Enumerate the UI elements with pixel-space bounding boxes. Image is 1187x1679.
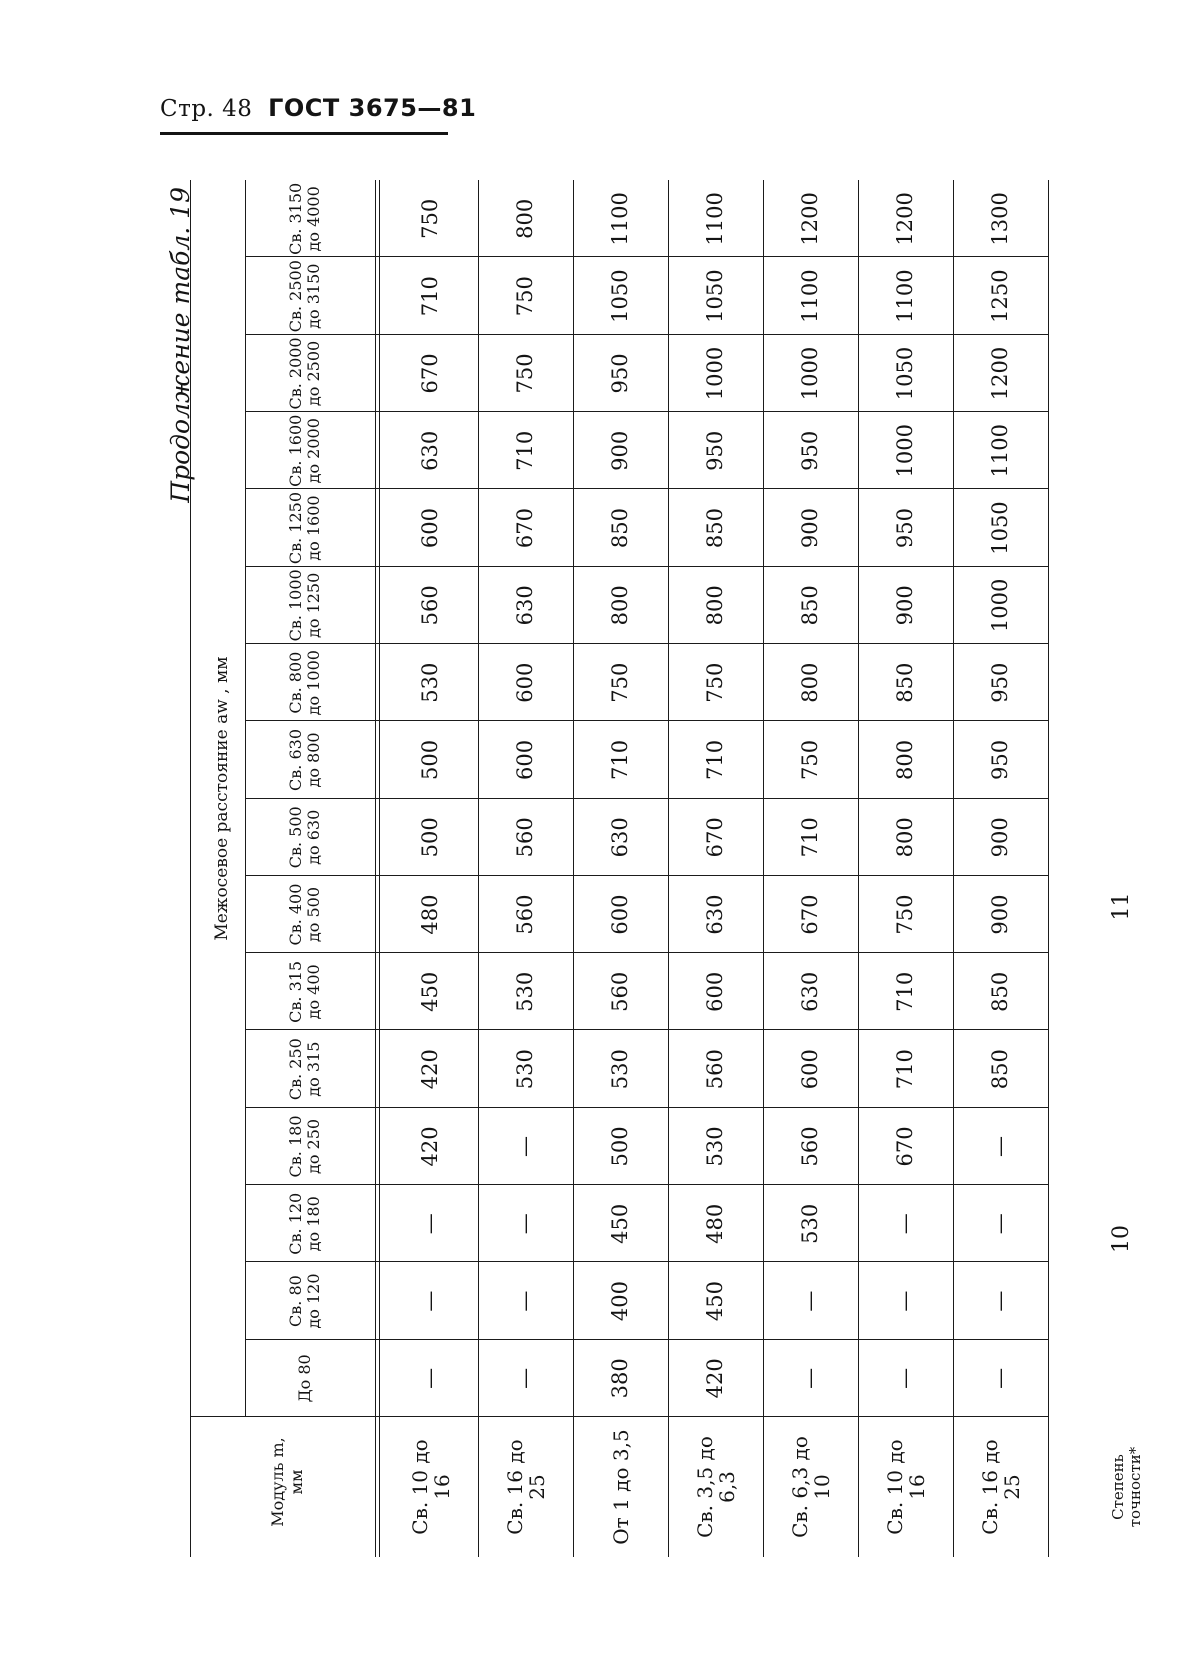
table-cell: 710	[703, 739, 728, 781]
group-header: Межосевое расстояние aw , мм	[211, 656, 232, 941]
table-cell: 850	[988, 971, 1013, 1012]
table-cell: 600	[798, 1049, 823, 1090]
table-cell: 950	[798, 430, 823, 471]
column-rule	[245, 1184, 1048, 1185]
table-cell: 850	[988, 1049, 1013, 1090]
column-rule	[245, 1339, 1048, 1340]
column-header: До 80	[294, 1354, 314, 1403]
table-cell: 950	[703, 430, 728, 471]
column-rule	[245, 1030, 1048, 1031]
table-cell: 1300	[988, 192, 1013, 246]
module-column-rule	[190, 1416, 1048, 1417]
table-cell: 1100	[608, 192, 633, 246]
table-cell: 710	[893, 1049, 918, 1090]
row-divider	[478, 180, 479, 1557]
table-cell: —	[418, 1290, 443, 1312]
table-cell: 1050	[988, 501, 1013, 555]
table-cell: 420	[418, 1126, 443, 1167]
table-cell: 800	[798, 662, 823, 703]
table-cell: —	[988, 1135, 1013, 1157]
table-cell: 1000	[798, 346, 823, 401]
row-module: Св. 16 до 25	[977, 1439, 1024, 1535]
table-cell: 380	[608, 1358, 633, 1399]
table-cell: 750	[608, 662, 633, 703]
table-cell: 1050	[893, 346, 918, 401]
table-cell: 530	[418, 662, 443, 703]
table-cell: 450	[608, 1203, 633, 1244]
column-header: Св. 1600 до 2000	[285, 414, 323, 487]
table-cell: 630	[608, 817, 633, 858]
table-cell: 1000	[893, 424, 918, 478]
table-cell: 630	[418, 430, 443, 471]
table-cell: 670	[703, 817, 728, 858]
table-cell: 530	[513, 1049, 538, 1090]
table-cell: 750	[513, 276, 538, 317]
table-cell: 600	[418, 508, 443, 549]
column-header: Св. 80 до 120	[285, 1273, 323, 1329]
table-cell: 400	[608, 1281, 633, 1322]
column-header: Св. 2500 до 3150	[285, 260, 323, 333]
table-cell: 850	[798, 585, 823, 626]
table-cell: 630	[703, 894, 728, 935]
page-header	[160, 94, 476, 122]
table-cell: 600	[703, 971, 728, 1012]
table-cell: 750	[418, 198, 443, 239]
table-cell: 500	[418, 817, 443, 858]
table-cell: 750	[893, 894, 918, 935]
table-cell: —	[418, 1367, 443, 1389]
table-cell: 600	[513, 662, 538, 703]
column-header: Св. 800 до 1000	[285, 650, 323, 716]
column-rule	[245, 643, 1048, 644]
table-cell: 710	[513, 430, 538, 471]
table-cell: 800	[893, 739, 918, 781]
table-cell: —	[798, 1290, 823, 1312]
row-module: Св. 6,3 до 10	[787, 1436, 834, 1538]
table-cell: 850	[608, 508, 633, 549]
header-double-rule	[375, 180, 380, 1557]
table-cell: 1050	[608, 269, 633, 323]
table-cell: —	[798, 1367, 823, 1389]
table-cell: 950	[893, 508, 918, 549]
table-cell: 560	[703, 1049, 728, 1090]
column-header: Св. 1250 до 1600	[285, 491, 323, 565]
table-cell: 560	[513, 894, 538, 935]
table-cell: 450	[703, 1281, 728, 1322]
table-cell: 800	[703, 585, 728, 626]
column-header: Св. 630 до 800	[285, 728, 323, 791]
table-cell: —	[513, 1213, 538, 1235]
standard-code: ГОСТ 3675—81	[268, 94, 477, 122]
table-cell: 560	[798, 1126, 823, 1167]
row-divider	[763, 180, 764, 1557]
page-number: 48	[222, 96, 253, 122]
table-cell: 420	[418, 1049, 443, 1090]
column-rule	[245, 952, 1048, 953]
degree-value: 11	[1109, 892, 1135, 921]
column-header: Св. 120 до 180	[285, 1192, 323, 1255]
table-cell: 710	[893, 971, 918, 1012]
table-cell: 950	[608, 353, 633, 394]
table-cell: 560	[608, 971, 633, 1012]
column-rule	[245, 720, 1048, 721]
table-cell: 530	[703, 1126, 728, 1167]
row-divider	[573, 180, 574, 1557]
table-cell: 710	[608, 739, 633, 781]
column-header: Св. 250 до 315	[285, 1038, 323, 1101]
table-cell: 900	[988, 894, 1013, 935]
column-rule	[245, 257, 1048, 258]
table-cell: —	[418, 1213, 443, 1235]
table-cell: 560	[418, 585, 443, 626]
table-cell: 750	[798, 739, 823, 781]
column-header: Св. 180 до 250	[285, 1115, 323, 1178]
table-cell: 750	[703, 662, 728, 703]
table-cell: 500	[608, 1126, 633, 1167]
column-rule	[245, 488, 1048, 489]
tolerance-table	[160, 180, 1160, 1557]
table-cell: —	[988, 1213, 1013, 1235]
table-cell: 800	[608, 585, 633, 626]
row-divider	[668, 180, 669, 1557]
column-rule	[245, 798, 1048, 799]
row-module: От 1 до 3,5	[608, 1429, 633, 1545]
degree-value: 10	[1109, 1225, 1135, 1253]
table-cell: 1200	[798, 192, 823, 246]
column-rule	[245, 566, 1048, 567]
table-cell: —	[893, 1290, 918, 1312]
table-cell: 500	[418, 739, 443, 781]
table-cell: 670	[418, 353, 443, 394]
table-cell: —	[893, 1213, 918, 1235]
row-module: Св. 10 до 16	[882, 1439, 929, 1535]
row-module: Св. 10 до 16	[407, 1439, 454, 1535]
table-cell: 1250	[988, 269, 1013, 323]
row-divider	[953, 180, 954, 1557]
table-cell: 1100	[703, 192, 728, 246]
column-header: Св. 3150 до 4000	[285, 182, 323, 255]
column-header: Св. 315 до 400	[285, 960, 323, 1023]
table-top-rule	[190, 180, 191, 1557]
column-header: Св. 1000 до 1250	[285, 569, 323, 642]
page-prefix: Стр.	[160, 96, 215, 122]
row-module: Св. 3,5 до 6,3	[692, 1436, 739, 1538]
table-cell: 530	[798, 1203, 823, 1244]
table-bottom-rule	[1048, 180, 1049, 1557]
header-rule	[160, 132, 448, 135]
table-cell: 710	[798, 817, 823, 858]
module-header: Модуль m, мм	[268, 1437, 306, 1527]
table-cell: 950	[988, 739, 1013, 781]
table-cell: —	[513, 1367, 538, 1389]
table-cell: 900	[893, 585, 918, 626]
table-cell: 1000	[988, 578, 1013, 633]
degree-header: Степень точности*	[1108, 1446, 1144, 1528]
table-cell: 1200	[893, 192, 918, 246]
column-rule	[245, 875, 1048, 876]
table-cell: —	[893, 1367, 918, 1389]
table-cell: —	[513, 1135, 538, 1157]
table-cell: 630	[513, 585, 538, 626]
row-divider	[858, 180, 859, 1557]
table-cell: 450	[418, 971, 443, 1012]
table-cell: 530	[608, 1049, 633, 1090]
table-cell: 630	[798, 971, 823, 1012]
table-cell: 670	[893, 1126, 918, 1167]
column-rule	[245, 411, 1048, 412]
table-cell: 900	[798, 508, 823, 549]
table-cell: —	[988, 1367, 1013, 1389]
table-cell: 560	[513, 817, 538, 858]
table-title: Продолжение табл. 19	[166, 187, 195, 503]
table-cell: 670	[513, 508, 538, 549]
table-cell: 1200	[988, 346, 1013, 401]
table-cell: 1000	[703, 346, 728, 401]
table-cell: 710	[418, 276, 443, 317]
table-cell: —	[988, 1290, 1013, 1312]
table-cell: 480	[703, 1203, 728, 1244]
table-cell: 950	[988, 662, 1013, 703]
table-cell: 600	[608, 894, 633, 935]
table-cell: 850	[703, 508, 728, 549]
table-cell: 530	[513, 971, 538, 1012]
table-cell: 850	[893, 662, 918, 703]
table-cell: 420	[703, 1358, 728, 1399]
table-cell: 1100	[988, 424, 1013, 478]
table-cell: 750	[513, 353, 538, 394]
column-header: Св. 500 до 630	[285, 806, 323, 869]
row-module: Св. 16 до 25	[502, 1439, 549, 1535]
table-cell: 600	[513, 739, 538, 781]
column-rule	[245, 1107, 1048, 1108]
table-cell: 800	[893, 817, 918, 858]
table-cell: 900	[988, 817, 1013, 858]
table-cell: 800	[513, 198, 538, 239]
column-header: Св. 400 до 500	[285, 883, 323, 946]
table-cell: 480	[418, 894, 443, 935]
column-rule	[245, 334, 1048, 335]
table-cell: 1100	[798, 269, 823, 323]
table-cell: 1050	[703, 269, 728, 323]
table-cell: —	[513, 1290, 538, 1312]
table-cell: 670	[798, 894, 823, 935]
table-cell: 900	[608, 430, 633, 471]
table-cell: 1100	[893, 269, 918, 323]
column-header: Св. 2000 до 2500	[285, 337, 323, 410]
column-rule	[245, 1261, 1048, 1262]
